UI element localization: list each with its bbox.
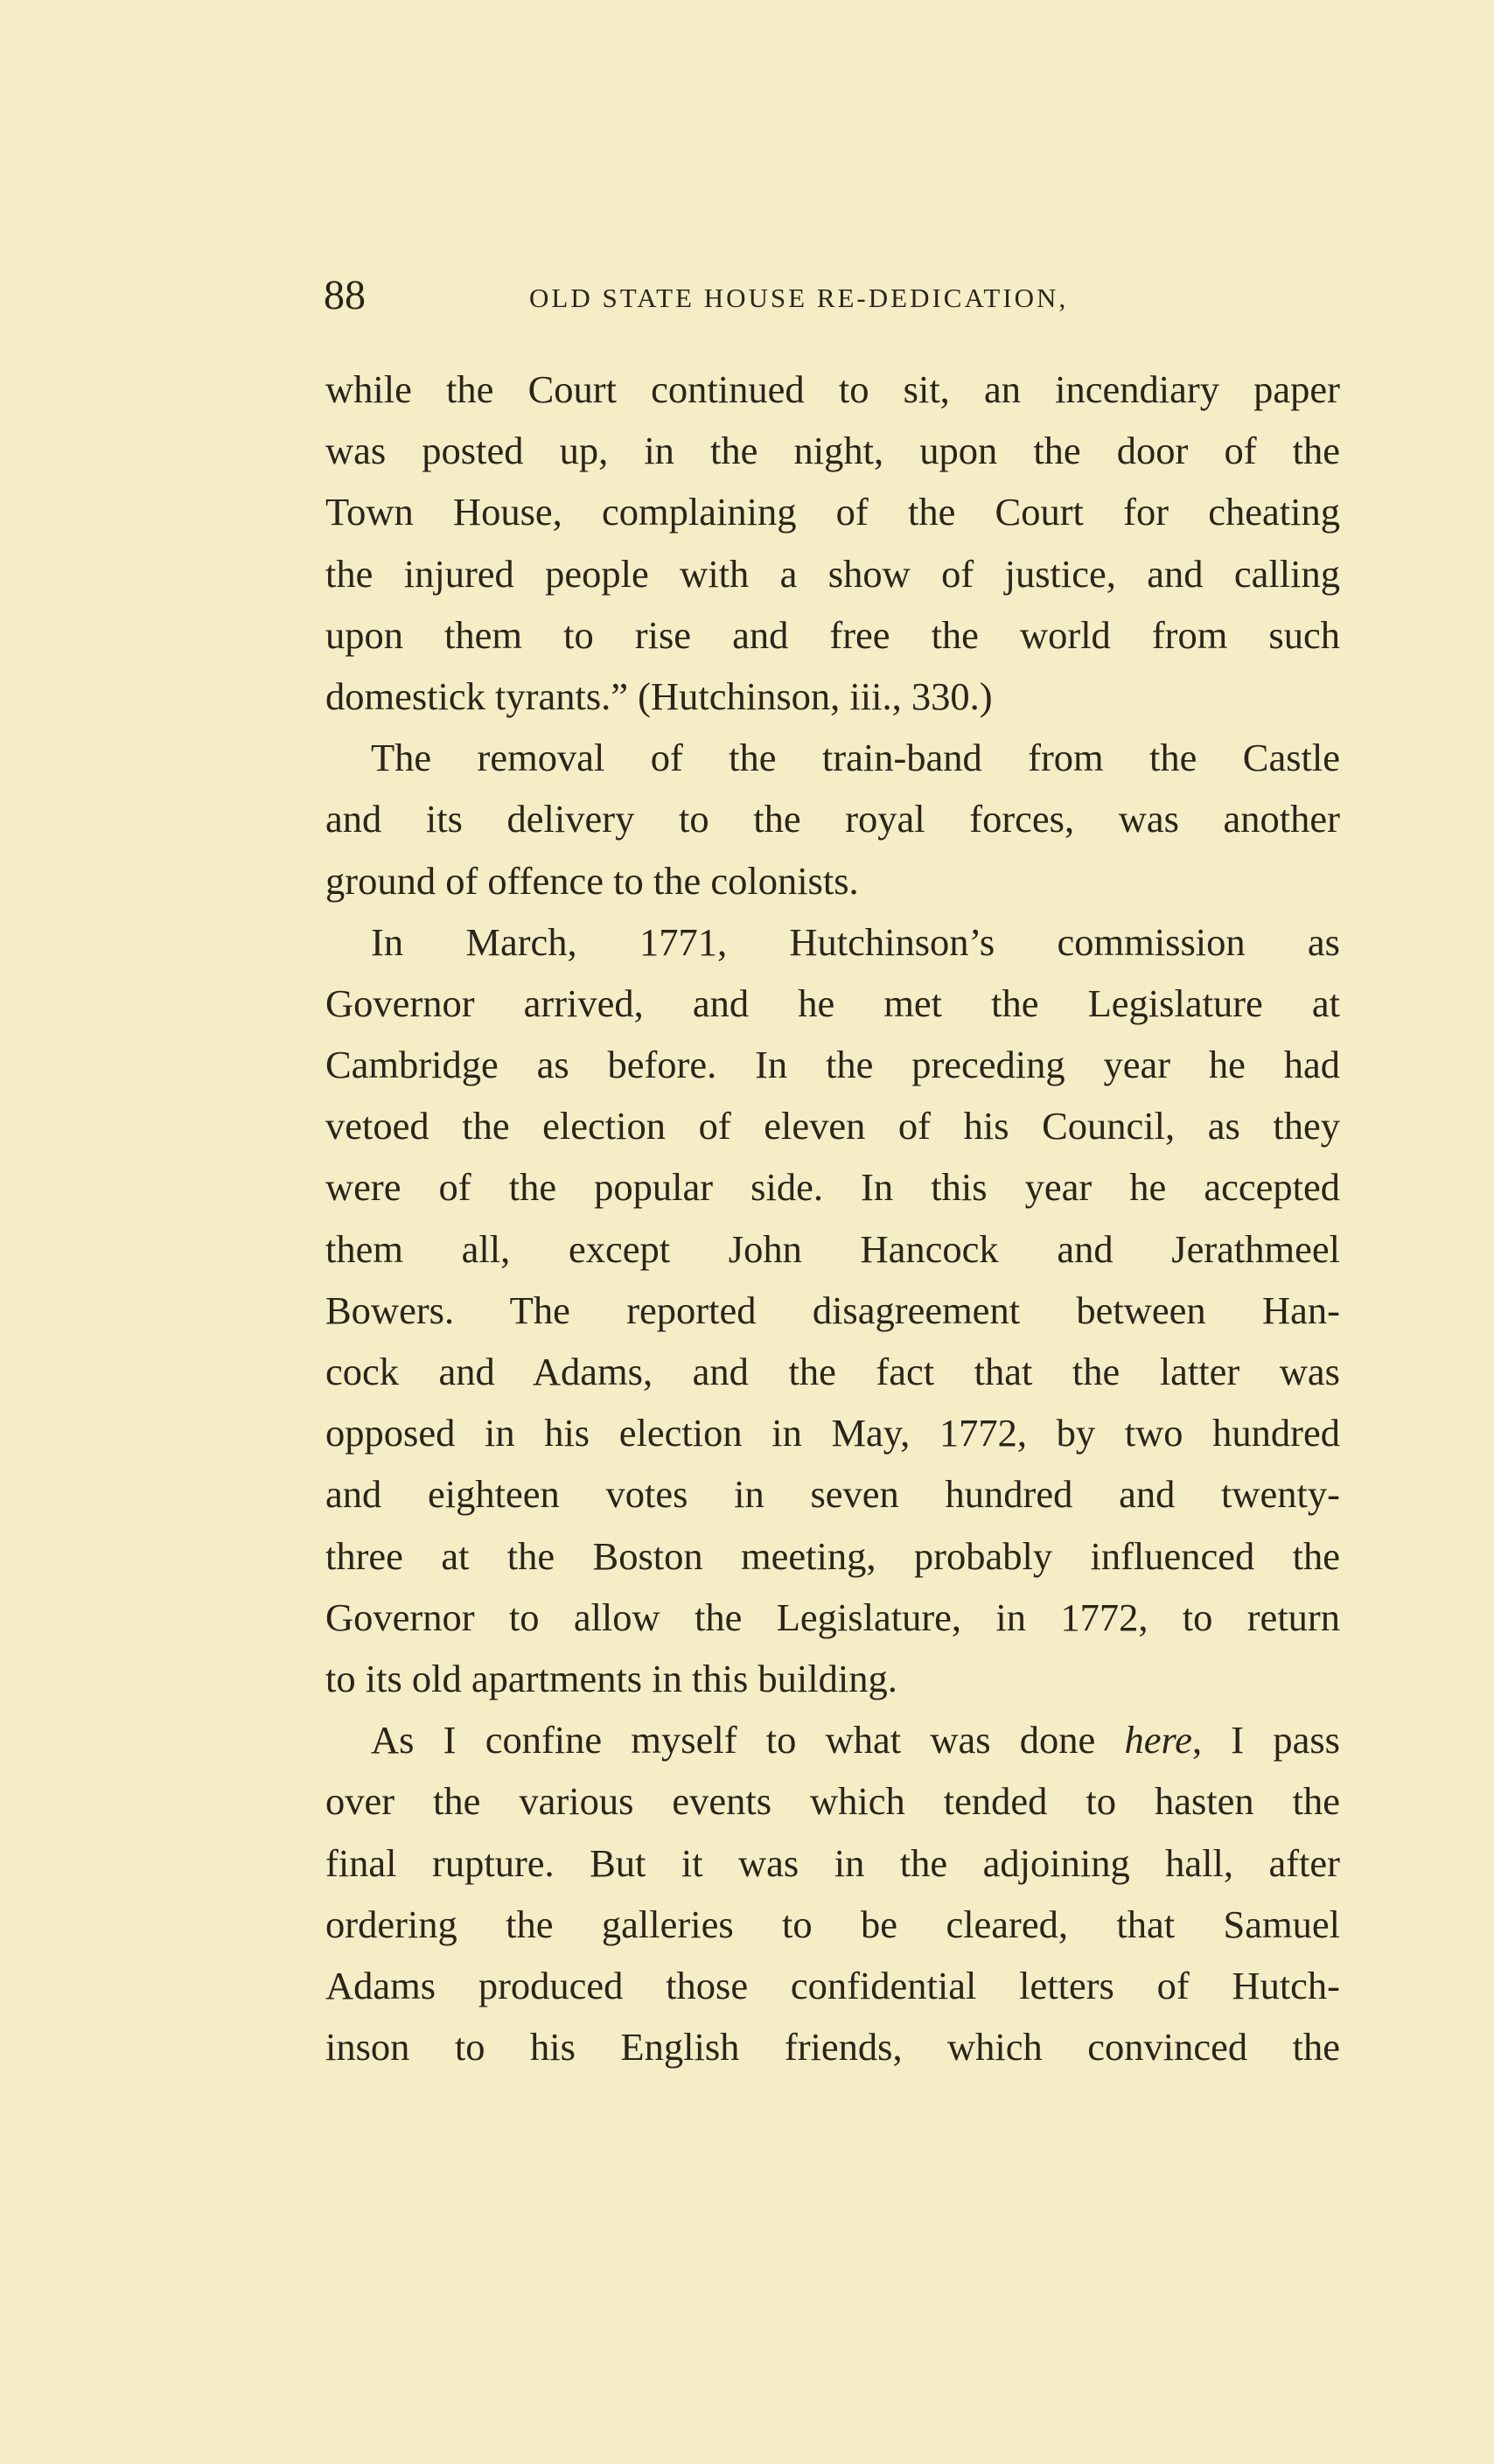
text-line: In March, 1771, Hutchinson’s commission as <box>371 919 1340 964</box>
running-title: OLD STATE HOUSE RE-DEDICATION, <box>529 283 1069 313</box>
text-line: Cambridge as before. In the preceding year he had <box>325 1043 1340 1087</box>
text-line: over the various events which tended to hasten the <box>325 1779 1340 1824</box>
page-number: 88 <box>324 272 366 318</box>
text-line: vetoed the election of eleven of his Council, as they <box>325 1104 1340 1148</box>
text-line: and its delivery to the royal forces, was another <box>325 797 1340 841</box>
text-line: the injured people with a show of justice, and calling <box>325 551 1340 596</box>
text-line: Adams produced those confidential letters of Hutch- <box>325 1963 1340 2007</box>
text-line: ground of offence to the colonists. <box>325 858 859 903</box>
text-line: Bowers. The reported disagreement between Han- <box>325 1288 1340 1332</box>
page-header <box>324 269 1137 322</box>
text-line: was posted up, in the night, upon the door of the <box>325 429 1340 473</box>
text-line: Governor arrived, and he met the Legislature at <box>325 981 1340 1025</box>
body-text <box>325 359 1340 2077</box>
text-line: ordering the galleries to be cleared, that Samuel <box>325 1902 1340 1946</box>
text-line: The removal of the train-band from the Castle <box>371 736 1340 780</box>
text-fragment: , I pass <box>1191 1718 1340 1762</box>
italic-word: here <box>1124 1718 1192 1762</box>
text-line: were of the popular side. In this year he accepted <box>325 1165 1340 1210</box>
text-line: Town House, complaining of the Court for cheating <box>325 490 1340 534</box>
text-line: domestick tyrants.” (Hutchinson, iii., 330.) <box>325 674 993 718</box>
text-line: three at the Boston meeting, probably influenced the <box>325 1533 1340 1578</box>
text-line: them all, except John Hancock and Jerathmeel <box>325 1226 1340 1271</box>
text-line: opposed in his election in May, 1772, by two hundred <box>325 1411 1340 1455</box>
text-line: and eighteen votes in seven hundred and twenty- <box>325 1472 1340 1517</box>
text-line: Governor to allow the Legislature, in 1772, to return <box>325 1595 1340 1639</box>
text-fragment: As I confine myself to what was done <box>371 1718 1125 1762</box>
text-line: while the Court continued to sit, an incendiary paper <box>325 367 1340 411</box>
text-line-with-italic <box>325 1709 1340 1770</box>
text-line: to its old apartments in this building. <box>325 1656 897 1700</box>
text-line: final rupture. But it was in the adjoining hall, after <box>325 1840 1340 1885</box>
text-line: cock and Adams, and the fact that the latter was <box>325 1350 1340 1393</box>
text-line: upon them to rise and free the world from such <box>325 612 1340 657</box>
text-line: inson to his English friends, which convinced the <box>325 2025 1340 2070</box>
